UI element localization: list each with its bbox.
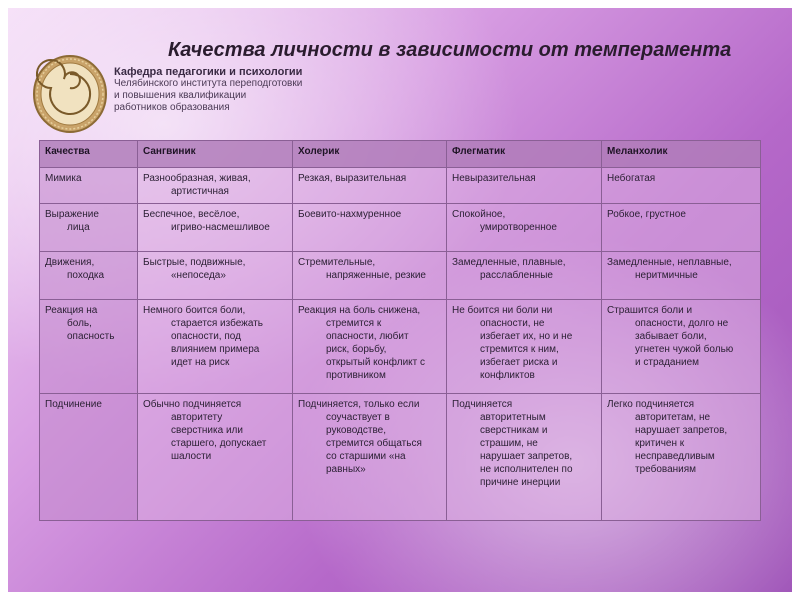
- table-cell: [138, 204, 293, 252]
- row-face-expression: [40, 204, 761, 252]
- cell-text-line: не исполнителен по: [480, 464, 573, 475]
- cell-text-line: Небогатая: [607, 173, 656, 184]
- cell-text-line: авторитетам, не: [635, 412, 711, 423]
- table-cell: [602, 168, 761, 204]
- cell-text-line: Обычно подчиняется: [143, 399, 242, 410]
- quality-name-cell: [40, 300, 138, 394]
- cell-text-line: избегает риска и: [480, 357, 558, 368]
- cell-text-line: Страшится боли и: [607, 305, 693, 316]
- header-cell-phlegmatic: Флегматик: [447, 141, 602, 168]
- table-cell: [138, 168, 293, 204]
- cell-text-line: старается избежать: [171, 318, 263, 329]
- cell-text-line: Спокойное,: [452, 209, 506, 220]
- slide: [8, 8, 792, 592]
- cell-text-line: старшего, допускает: [171, 438, 267, 449]
- cell-text-line: соучаствует в: [326, 412, 390, 423]
- cell-text-line: стремится к: [326, 318, 382, 329]
- cell-text-line: «непоседа»: [171, 270, 226, 281]
- quality-name-cell: [40, 168, 138, 204]
- cell-text-line: Движения,: [45, 257, 95, 268]
- table-cell: [138, 252, 293, 300]
- quality-name-cell: [40, 252, 138, 300]
- cell-text-line: Быстрые, подвижные,: [143, 257, 246, 268]
- cell-text-line: избегает их, но и не: [480, 331, 573, 342]
- table-cell: [293, 300, 447, 394]
- table-cell: [138, 300, 293, 394]
- cell-text-line: Подчиняется: [452, 399, 513, 410]
- organization-caption: [114, 66, 302, 114]
- cell-text-line: стремится общаться: [326, 438, 422, 449]
- table-cell: [293, 252, 447, 300]
- cell-text-line: опасности, любит: [326, 331, 409, 342]
- table-cell: [138, 394, 293, 521]
- cell-text-line: нарушает запретов,: [480, 451, 573, 462]
- cell-text-line: Резкая, выразительная: [298, 173, 407, 184]
- cell-text-line: Легко подчиняется: [607, 399, 695, 410]
- cell-text-line: требованиям: [635, 464, 697, 475]
- table-cell: [447, 252, 602, 300]
- cell-text-line: забывает боли,: [635, 331, 707, 342]
- cell-text-line: Боевито-нахмуренное: [298, 209, 402, 220]
- cell-text-line: стремится к ним,: [480, 344, 559, 355]
- cell-text-line: Робкое, грустное: [607, 209, 686, 220]
- cell-text-line: нарушает запретов,: [635, 425, 728, 436]
- cell-text-line: неритмичные: [635, 270, 698, 281]
- organization-line: Челябинского института переподготовки: [114, 78, 303, 89]
- table-cell: [447, 204, 602, 252]
- cell-text-line: сверстникам и: [480, 425, 548, 436]
- cell-text-line: и страданием: [635, 357, 700, 368]
- table-cell: [293, 168, 447, 204]
- cell-text-line: опасность: [67, 331, 115, 342]
- organization-line: и повышения квалификации: [114, 90, 247, 101]
- table-cell: [447, 394, 602, 521]
- organization-line: работников образования: [114, 102, 230, 113]
- cell-text-line: расслабленные: [480, 270, 553, 281]
- table-cell: [293, 204, 447, 252]
- temperament-table: [39, 140, 761, 521]
- cell-text-line: Невыразительная: [452, 173, 536, 184]
- cell-text-line: Замедленные, плавные,: [452, 257, 566, 268]
- row-movements: [40, 252, 761, 300]
- table-cell: [447, 300, 602, 394]
- cell-text-line: авторитету: [171, 412, 223, 423]
- cell-text-line: открытый конфликт с: [326, 357, 426, 368]
- department-logo: [32, 54, 108, 134]
- table-body: [40, 168, 761, 521]
- header-cell-qualities: Качества: [40, 141, 138, 168]
- cell-text-line: Разнообразная, живая,: [143, 173, 251, 184]
- cell-text-line: идет на риск: [171, 357, 230, 368]
- cell-text-line: напряженные, резкие: [326, 270, 426, 281]
- table-cell: [447, 168, 602, 204]
- quality-name-cell: [40, 204, 138, 252]
- cell-text-line: критичен к: [635, 438, 685, 449]
- row-obedience: [40, 394, 761, 521]
- cell-text-line: Не боится ни боли ни: [452, 305, 553, 316]
- row-reaction-to-pain: [40, 300, 761, 394]
- cell-text-line: опасности, долго не: [635, 318, 729, 329]
- table-cell: [602, 394, 761, 521]
- cell-text-line: авторитетным: [480, 412, 546, 423]
- organization-line: Кафедра педагогики и психологии: [114, 66, 303, 78]
- header-cell-sanguine: Сангвиник: [138, 141, 293, 168]
- cell-text-line: угнетен чужой болью: [635, 344, 734, 355]
- cell-text-line: риск, борьбу,: [326, 344, 387, 355]
- cell-text-line: причине инерции: [480, 477, 561, 488]
- cell-text-line: Немного боится боли,: [143, 305, 246, 316]
- table-cell: [293, 394, 447, 521]
- table-cell: [602, 300, 761, 394]
- cell-text-line: Реакция на боль снижена,: [298, 305, 421, 316]
- cell-text-line: опасности, не: [480, 318, 545, 329]
- cell-text-line: Стремительные,: [298, 257, 376, 268]
- cell-text-line: Замедленные, неплавные,: [607, 257, 732, 268]
- cell-text-line: Беспечное, весёлое,: [143, 209, 240, 220]
- header-cell-choleric: Холерик: [293, 141, 447, 168]
- cell-text-line: противником: [326, 370, 386, 381]
- cell-text-line: Выражение: [45, 209, 99, 220]
- table-cell: [602, 204, 761, 252]
- cell-text-line: сверстника или: [171, 425, 243, 436]
- quality-name-cell: [40, 394, 138, 521]
- cell-text-line: Мимика: [45, 173, 82, 184]
- cell-text-line: страшим, не: [480, 438, 538, 449]
- cell-text-line: Подчиняется, только если: [298, 399, 420, 410]
- cell-text-line: походка: [67, 270, 105, 281]
- cell-text-line: умиротворенное: [480, 222, 557, 233]
- cell-text-line: равных»: [326, 464, 366, 475]
- cell-text-line: лица: [67, 222, 90, 233]
- cell-text-line: боль,: [67, 318, 92, 329]
- cell-text-line: игриво-насмешливое: [171, 222, 270, 233]
- cell-text-line: конфликтов: [480, 370, 535, 381]
- cell-text-line: влиянием примера: [171, 344, 260, 355]
- cell-text-line: Подчинение: [45, 399, 102, 410]
- cell-text-line: руководстве,: [326, 425, 386, 436]
- cell-text-line: несправедливым: [635, 451, 715, 462]
- cell-text-line: Реакция на: [45, 305, 98, 316]
- header-cell-melancholic: Меланхолик: [602, 141, 761, 168]
- row-facial-expressions: [40, 168, 761, 204]
- cell-text-line: артистичная: [171, 186, 229, 197]
- cell-text-line: со старшими «на: [326, 451, 406, 462]
- slide-title: Качества личности в зависимости от темперамента: [168, 39, 732, 61]
- cell-text-line: опасности, под: [171, 331, 241, 342]
- cell-text-line: шалости: [171, 451, 212, 462]
- table-cell: [602, 252, 761, 300]
- table-header-row: [40, 141, 761, 168]
